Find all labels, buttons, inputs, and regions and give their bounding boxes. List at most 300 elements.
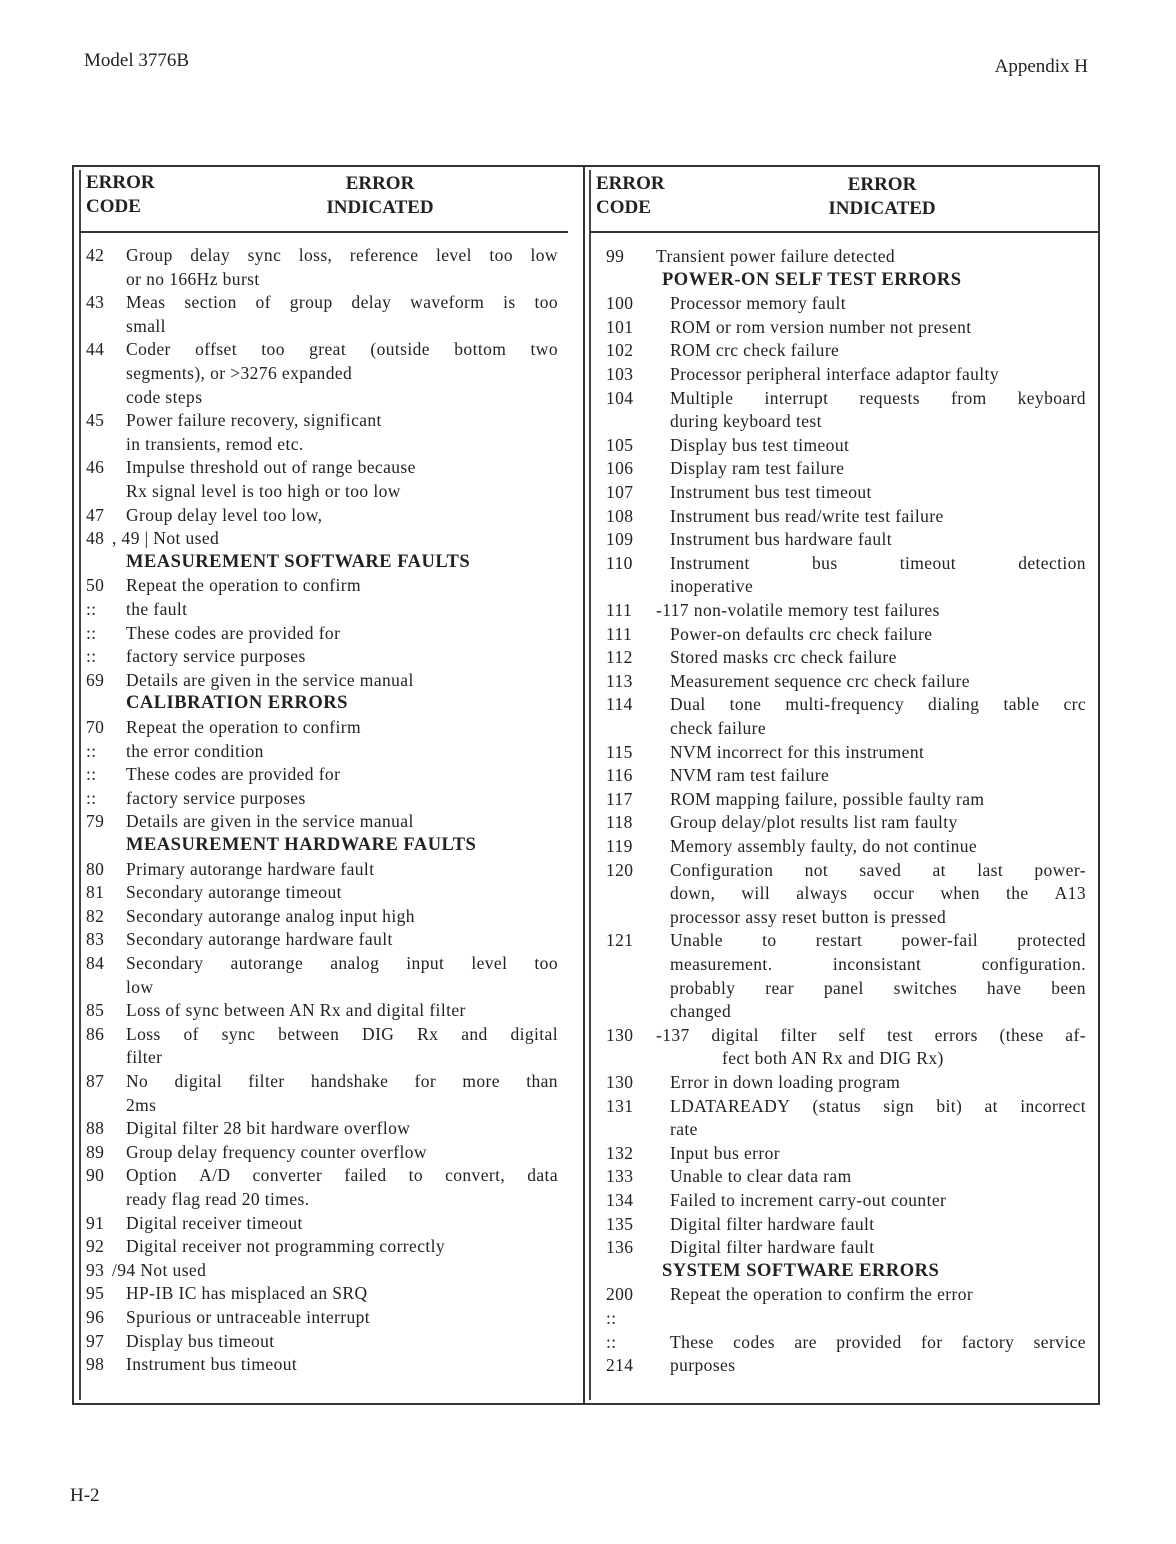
left-header-rule: [80, 231, 568, 233]
error-code: ::: [86, 646, 97, 666]
table-row: [606, 1212, 1086, 1236]
table-row: [606, 810, 1086, 834]
left-indicated-header-line1: ERROR: [345, 173, 415, 194]
error-description: Input bus error: [670, 1143, 781, 1163]
table-row: [606, 1282, 1086, 1306]
error-description: purposes: [670, 1355, 736, 1375]
error-code: 108: [606, 506, 634, 526]
table-row: [606, 315, 1086, 339]
error-description: fect both AN Rx and DIG Rx): [722, 1048, 944, 1068]
right-code-header: [596, 172, 665, 220]
word: incorrect: [1020, 1096, 1086, 1116]
error-code: 48: [86, 528, 105, 548]
error-description: during keyboard test: [670, 411, 822, 431]
error-description: NVM incorrect for this instrument: [670, 742, 925, 762]
word: analog: [330, 953, 380, 973]
table-row: [86, 361, 558, 385]
error-code: 120: [606, 860, 634, 880]
error-code: 131: [606, 1096, 634, 1116]
word: convert,: [445, 1165, 506, 1185]
word: sign: [883, 1096, 915, 1116]
error-description: [670, 928, 1086, 952]
error-description: [670, 1094, 1086, 1118]
error-description: Display ram test failure: [670, 458, 845, 478]
table-row: [86, 809, 558, 833]
table-row: [86, 1045, 558, 1069]
error-description: Measurement sequence crc check failure: [670, 671, 970, 691]
word: is: [503, 292, 516, 312]
table-row: [86, 1352, 558, 1376]
table-row: [606, 244, 1086, 268]
table-row: [86, 243, 558, 267]
word: at: [932, 860, 946, 880]
word: always: [796, 883, 848, 903]
table-row: [86, 1140, 558, 1164]
word: group: [289, 292, 333, 312]
error-description: Processor memory fault: [670, 293, 846, 313]
word: more: [462, 1071, 500, 1091]
word: bit): [936, 1096, 963, 1116]
table-row: [86, 833, 558, 857]
table-row: [606, 551, 1086, 575]
left-indicated-header-line2: INDICATED: [326, 197, 434, 218]
error-description: Details are given in the service manual: [126, 670, 414, 690]
word: of: [255, 292, 271, 312]
table-row: [606, 1353, 1086, 1377]
error-code: 84: [86, 953, 105, 973]
right-inner-rule: [589, 170, 591, 1400]
table-row: [86, 762, 558, 786]
word: restart: [815, 930, 863, 950]
table-row: [86, 503, 558, 527]
error-description: ROM or rom version number not present: [670, 317, 972, 337]
word: reference: [349, 245, 419, 265]
word: great: [309, 339, 347, 359]
error-description: Instrument bus timeout: [126, 1354, 298, 1374]
error-description: [670, 1330, 1086, 1354]
word: digital: [174, 1071, 222, 1091]
error-description: [670, 952, 1086, 976]
word: codes: [733, 1332, 775, 1352]
error-description: Processor peripheral interface adaptor faulty: [670, 364, 999, 384]
error-code: 121: [606, 930, 634, 950]
table-row: [86, 337, 558, 361]
error-code: 96: [86, 1307, 105, 1327]
table-row: [606, 881, 1086, 905]
table-row: [606, 527, 1086, 551]
right-code-header-line2: CODE: [596, 197, 651, 218]
word: low: [530, 245, 558, 265]
table-row: [86, 314, 558, 338]
error-code: 98: [86, 1354, 105, 1374]
word: at: [984, 1096, 998, 1116]
word: power-: [1034, 860, 1086, 880]
word: Coder: [126, 339, 171, 359]
error-description: Secondary autorange hardware fault: [126, 929, 393, 949]
table-row: [606, 386, 1086, 410]
table-row: [86, 1116, 558, 1140]
error-description: the fault: [126, 599, 188, 619]
table-row: [86, 857, 558, 881]
word: digital: [711, 1025, 759, 1045]
error-description: [126, 1022, 558, 1046]
error-code: 113: [606, 671, 633, 691]
word: delay: [351, 292, 392, 312]
word: are: [794, 1332, 817, 1352]
word: sync: [221, 1024, 256, 1044]
word: interrupt: [764, 388, 829, 408]
section-heading: POWER-ON SELF TEST ERRORS: [662, 270, 962, 290]
table-row: [606, 1070, 1086, 1094]
error-description: [126, 1069, 558, 1093]
word: when: [940, 883, 980, 903]
table-row: [606, 976, 1086, 1000]
word: than: [526, 1071, 558, 1091]
table-row: [606, 999, 1086, 1023]
table-row: [606, 858, 1086, 882]
error-description: factory service purposes: [126, 788, 306, 808]
table-row: [606, 1141, 1086, 1165]
page-number: H-2: [70, 1485, 100, 1506]
table-row: [86, 715, 558, 739]
word: two: [530, 339, 558, 359]
table-row: [86, 385, 558, 409]
table-row: [86, 432, 558, 456]
word: failed: [344, 1165, 387, 1185]
word: Group: [126, 245, 173, 265]
word: measurement.: [670, 954, 773, 974]
section-heading: CALIBRATION ERRORS: [126, 693, 348, 713]
right-indicated-header-line1: ERROR: [847, 174, 917, 195]
error-code: 85: [86, 1000, 105, 1020]
table-row: [606, 1117, 1086, 1141]
model-label: Model 3776B: [84, 50, 190, 71]
error-code: 91: [86, 1213, 105, 1233]
word: A/D: [199, 1165, 231, 1185]
table-row: [86, 786, 558, 810]
word: not: [804, 860, 829, 880]
error-description: small: [126, 316, 166, 336]
word: inconsistant: [832, 954, 922, 974]
left-code-header-line1: ERROR: [86, 172, 155, 193]
word: saved: [859, 860, 902, 880]
table-row: [86, 951, 558, 975]
table-row: [606, 338, 1086, 362]
error-description: Loss of sync between AN Rx and digital filter: [126, 1000, 466, 1020]
error-description: [670, 881, 1086, 905]
error-description: [670, 976, 1086, 1000]
table-row: [606, 716, 1086, 740]
word: requests: [859, 388, 920, 408]
word: too: [261, 339, 285, 359]
error-description: low: [126, 977, 154, 997]
error-description: Failed to increment carry-out counter: [670, 1190, 947, 1210]
error-description: Impulse threshold out of range because: [126, 457, 416, 477]
error-code: 104: [606, 388, 634, 408]
word: timeout: [899, 553, 957, 573]
table-row: [86, 455, 558, 479]
word: bus: [812, 553, 838, 573]
error-description: Digital filter 28 bit hardware overflow: [126, 1118, 411, 1138]
error-description: Repeat the operation to confirm: [126, 575, 361, 595]
word: self: [838, 1025, 866, 1045]
right-code-header-line1: ERROR: [596, 173, 665, 194]
word: Dual: [670, 694, 706, 714]
word: for: [920, 1332, 943, 1352]
table-row: [86, 1258, 558, 1282]
word: input: [406, 953, 445, 973]
table-row: [86, 644, 558, 668]
error-code: 95: [86, 1283, 105, 1303]
error-code: 82: [86, 906, 105, 926]
error-code: 42: [86, 245, 105, 265]
error-code: 101: [606, 317, 634, 337]
error-description: Error in down loading program: [670, 1072, 901, 1092]
word: bottom: [454, 339, 507, 359]
left-code-header: [86, 171, 155, 219]
word: provided: [836, 1332, 902, 1352]
table-row: [606, 1306, 1086, 1330]
error-code: ::: [86, 599, 97, 619]
table-row: [86, 1329, 558, 1353]
error-description: ROM mapping failure, possible faulty ram: [670, 789, 985, 809]
error-description: check failure: [670, 718, 767, 738]
error-code: 136: [606, 1237, 634, 1257]
word: too: [534, 292, 558, 312]
word: Secondary: [126, 953, 204, 973]
word: autorange: [230, 953, 304, 973]
word: -137: [656, 1025, 690, 1045]
error-description: Stored masks crc check failure: [670, 647, 897, 667]
table-row: [86, 1093, 558, 1117]
table-row: [606, 834, 1086, 858]
word: dialing: [928, 694, 980, 714]
table-row: [606, 1023, 1086, 1047]
error-description: [126, 290, 558, 314]
error-description: Digital receiver timeout: [126, 1213, 303, 1233]
error-code: 130: [606, 1025, 634, 1045]
word: for: [414, 1071, 437, 1091]
word: last: [977, 860, 1004, 880]
word: crc: [1063, 694, 1086, 714]
table-row: [606, 1094, 1086, 1118]
table-row: [606, 669, 1086, 693]
error-description: Instrument bus test timeout: [670, 482, 872, 502]
error-description: filter: [126, 1047, 163, 1067]
error-code: 110: [606, 553, 633, 573]
word: loss,: [298, 245, 333, 265]
error-code: ::: [86, 741, 97, 761]
error-description: Digital filter hardware fault: [670, 1214, 875, 1234]
table-row: [86, 1211, 558, 1235]
table-row: [86, 1305, 558, 1329]
table-row: [86, 526, 558, 550]
table-row: [606, 291, 1086, 315]
error-code: 115: [606, 742, 633, 762]
word: af-: [1065, 1025, 1086, 1045]
error-description: [670, 692, 1086, 716]
word: Unable: [670, 930, 723, 950]
right-indicated-header-line2: INDICATED: [828, 198, 936, 219]
word: sync: [247, 245, 282, 265]
word: detection: [1018, 553, 1086, 573]
word: waveform: [410, 292, 485, 312]
word: Instrument: [670, 553, 750, 573]
table-row: [606, 598, 1086, 622]
error-description: [670, 858, 1086, 882]
error-description: These codes are provided for: [126, 764, 341, 784]
table-row: [606, 787, 1086, 811]
word: section: [184, 292, 237, 312]
error-code: 43: [86, 292, 105, 312]
error-description: in transients, remod etc.: [126, 434, 304, 454]
table-row: [606, 574, 1086, 598]
error-description: 2ms: [126, 1095, 157, 1115]
error-code: ::: [86, 788, 97, 808]
word: Rx: [417, 1024, 439, 1044]
error-code: 86: [86, 1024, 105, 1044]
word: (status: [812, 1096, 861, 1116]
error-code: 70: [86, 717, 105, 737]
error-description: code steps: [126, 387, 203, 407]
error-code: 80: [86, 859, 105, 879]
word: down,: [670, 883, 716, 903]
error-description: [670, 386, 1086, 410]
error-code: 111: [606, 600, 633, 620]
error-code: 92: [86, 1236, 105, 1256]
error-description: Digital receiver not programming correctly: [126, 1236, 446, 1256]
error-code: 132: [606, 1143, 634, 1163]
word: rear: [765, 978, 795, 998]
error-description: Digital filter hardware fault: [670, 1237, 875, 1257]
error-code: 111: [606, 624, 633, 644]
word: DIG: [362, 1024, 395, 1044]
table-row: [86, 1069, 558, 1093]
error-description: [126, 1163, 558, 1187]
error-code: 130: [606, 1072, 634, 1092]
error-description: [126, 243, 558, 267]
word: occur: [873, 883, 915, 903]
word: test: [887, 1025, 913, 1045]
right-header-rule: [590, 231, 1100, 233]
error-description: Instrument bus read/write test failure: [670, 506, 944, 526]
word: to: [762, 930, 777, 950]
word: (these: [999, 1025, 1044, 1045]
word: Multiple: [670, 388, 734, 408]
word: switches: [893, 978, 958, 998]
error-code: 44: [86, 339, 105, 359]
table-row: [606, 645, 1086, 669]
table-row: [606, 622, 1086, 646]
word: filter: [248, 1071, 285, 1091]
error-code: 89: [86, 1142, 105, 1162]
word: tone: [729, 694, 762, 714]
error-description: inoperative: [670, 576, 754, 596]
error-code: 200: [606, 1284, 634, 1304]
table-row: [86, 668, 558, 692]
word: Loss: [126, 1024, 161, 1044]
word: configuration.: [981, 954, 1086, 974]
table-row: [86, 1281, 558, 1305]
error-description: [126, 337, 558, 361]
word: have: [986, 978, 1022, 998]
error-description: Rx signal level is too high or too low: [126, 481, 401, 501]
error-code: ::: [86, 623, 97, 643]
table-row: [86, 1022, 558, 1046]
error-code: ::: [606, 1332, 617, 1352]
section-heading: SYSTEM SOFTWARE ERRORS: [662, 1261, 940, 1281]
error-description: Unable to clear data ram: [670, 1166, 852, 1186]
table-row: [86, 621, 558, 645]
error-code: ::: [606, 1308, 617, 1328]
table-row: [606, 362, 1086, 386]
word: converter: [252, 1165, 323, 1185]
error-code: 69: [86, 670, 105, 690]
table-row: [606, 952, 1086, 976]
table-row: [86, 479, 558, 503]
word: factory: [961, 1332, 1015, 1352]
table-row: [606, 1188, 1086, 1212]
table-row: [606, 480, 1086, 504]
table-row: [86, 290, 558, 314]
table-row: [606, 1164, 1086, 1188]
error-code: 47: [86, 505, 105, 525]
left-code-header-line2: CODE: [86, 196, 141, 217]
error-description: Power failure recovery, significant: [126, 410, 382, 430]
word: power-fail: [901, 930, 979, 950]
error-description: These codes are provided for: [126, 623, 341, 643]
error-description: Instrument bus hardware fault: [670, 529, 893, 549]
error-description: HP-IB IC has misplaced an SRQ: [126, 1283, 368, 1303]
error-code: 102: [606, 340, 634, 360]
error-description: Group delay/plot results list ram faulty: [670, 812, 958, 832]
table-row: [86, 739, 558, 763]
error-code: 79: [86, 811, 105, 831]
error-description: the error condition: [126, 741, 264, 761]
table-row: [86, 880, 558, 904]
error-code: 118: [606, 812, 633, 832]
table-row: [86, 573, 558, 597]
word: digital: [510, 1024, 558, 1044]
table-row: [606, 409, 1086, 433]
word: and: [461, 1024, 488, 1044]
right-indicated-header: [822, 173, 942, 221]
word: multi-frequency: [785, 694, 905, 714]
word: level: [435, 245, 472, 265]
table-row: [86, 998, 558, 1022]
error-description: processor assy reset button is pressed: [670, 907, 947, 927]
left-indicated-header: [320, 172, 440, 220]
word: protected: [1017, 930, 1086, 950]
error-code: 46: [86, 457, 105, 477]
word: offset: [195, 339, 237, 359]
word: level: [471, 953, 508, 973]
error-code: 106: [606, 458, 634, 478]
word: These: [670, 1332, 714, 1352]
table-row: [86, 550, 558, 574]
error-code: 114: [606, 694, 633, 714]
word: of: [183, 1024, 199, 1044]
error-code: 135: [606, 1214, 634, 1234]
table-row: [606, 1259, 1086, 1283]
error-code: 107: [606, 482, 634, 502]
word: probably: [670, 978, 736, 998]
section-heading: MEASUREMENT SOFTWARE FAULTS: [126, 552, 471, 572]
table-row: [86, 267, 558, 291]
table-row: [606, 763, 1086, 787]
word: keyboard: [1017, 388, 1086, 408]
error-code: 100: [606, 293, 634, 313]
